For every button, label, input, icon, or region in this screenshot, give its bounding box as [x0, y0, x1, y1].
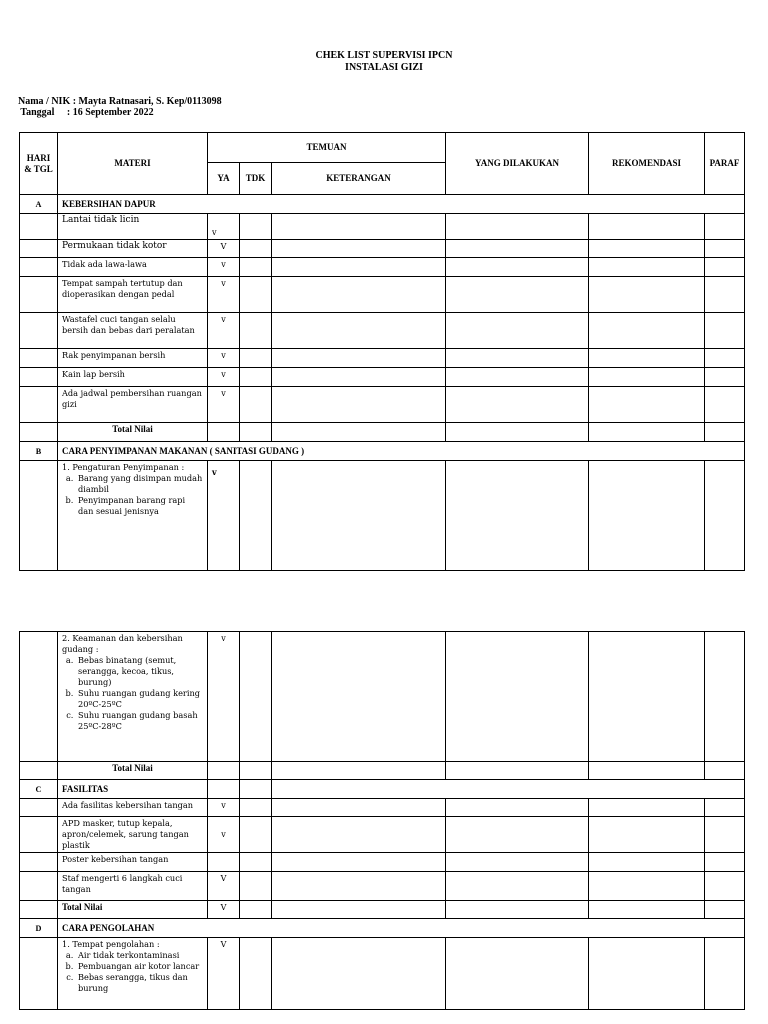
name-nik-line: Nama / NIK : Mayta Ratnasari, S. Kep/0113098	[18, 96, 222, 107]
item-materi	[58, 938, 208, 1010]
table-row	[20, 938, 745, 1010]
col-header-hari: HARI & TGL	[20, 133, 58, 195]
check-mark: v	[208, 349, 240, 368]
check-mark: v	[208, 214, 240, 240]
col-header-rekomendasi: REKOMENDASI	[589, 133, 705, 195]
total-row	[20, 762, 745, 780]
col-header-temuan: TEMUAN	[208, 133, 446, 163]
sub-item: a. Bebas binatang (semut, serangga, kecoa, tikus, burung)	[76, 655, 203, 688]
check-mark: V	[208, 938, 240, 1010]
sub-item: c. Bebas serangga, tikus dan burung	[76, 972, 203, 994]
col-header-tdk: TDK	[240, 163, 272, 195]
item-materi: Rak penyimpanan bersih	[58, 349, 208, 368]
item-materi: Tidak ada lawa-lawa	[58, 258, 208, 277]
check-mark: V	[208, 872, 240, 901]
table-row	[20, 258, 745, 277]
table-row	[20, 240, 745, 258]
item-heading: 1. Pengaturan Penyimpanan :	[62, 462, 185, 472]
section-title-d: CARA PENGOLAHAN	[58, 919, 745, 938]
item-heading: 2. Keamanan dan kebersihan gudang :	[62, 633, 183, 654]
item-materi: Poster kebersihan tangan	[58, 853, 208, 872]
col-header-ya: YA	[208, 163, 240, 195]
total-label: Total Nilai	[58, 762, 208, 780]
col-header-materi: MATERI	[58, 133, 208, 195]
sub-item: a. Air tidak terkontaminasi	[76, 950, 203, 961]
total-row	[20, 901, 745, 919]
check-mark: v	[208, 817, 240, 853]
date-line: Tanggal : 16 September 2022	[18, 107, 154, 118]
check-mark: v	[208, 368, 240, 387]
table-row	[20, 872, 745, 901]
table-row	[20, 368, 745, 387]
item-materi: Ada jadwal pembersihan ruangan gizi	[58, 387, 208, 423]
document-subtitle: INSTALASI GIZI	[345, 62, 423, 73]
check-mark: v	[208, 277, 240, 313]
check-mark: v	[208, 461, 240, 571]
item-materi: Lantai tidak licin	[58, 214, 208, 240]
table-row	[20, 461, 745, 571]
item-materi: Wastafel cuci tangan selalu bersih dan bebas dari peralatan	[58, 313, 208, 349]
section-title-a: KEBERSIHAN DAPUR	[58, 195, 745, 214]
section-letter-c: C	[20, 780, 58, 799]
section-letter-a: A	[20, 195, 58, 214]
item-materi: Tempat sampah tertutup dan dioperasikan dengan pedal	[58, 277, 208, 313]
table-row	[20, 799, 745, 817]
table-row	[20, 632, 745, 762]
item-materi	[58, 632, 208, 762]
section-letter-b: B	[20, 442, 58, 461]
item-materi: Staf mengerti 6 langkah cuci tangan	[58, 872, 208, 901]
document-title: CHEK LIST SUPERVISI IPCN	[315, 50, 453, 61]
section-title-b: CARA PENYIMPANAN MAKANAN ( SANITASI GUDANG )	[58, 442, 745, 461]
table-row	[20, 349, 745, 368]
col-header-paraf: PARAF	[705, 133, 745, 195]
check-mark: v	[208, 313, 240, 349]
section-title-c: FASILITAS	[58, 780, 208, 799]
table-row	[20, 387, 745, 423]
sub-item: a. Barang yang disimpan mudah diambil	[76, 473, 203, 495]
table-row	[20, 817, 745, 853]
sub-item: c. Suhu ruangan gudang basah 25ºC-28ºC	[76, 710, 203, 732]
checklist-table-part1	[19, 132, 745, 571]
total-label: Total Nilai	[58, 423, 208, 442]
check-mark: V	[208, 240, 240, 258]
check-mark: v	[208, 258, 240, 277]
item-heading: 1. Tempat pengolahan :	[62, 939, 160, 949]
table-row	[20, 313, 745, 349]
check-mark: V	[208, 901, 240, 919]
check-mark: v	[208, 632, 240, 762]
sub-item: b. Penyimpanan barang rapi dan sesuai jenisnya	[76, 495, 203, 517]
sub-item: b. Suhu ruangan gudang kering 20ºC-25ºC	[76, 688, 203, 710]
table-row	[20, 277, 745, 313]
item-materi: Permukaan tidak kotor	[58, 240, 208, 258]
section-letter-d: D	[20, 919, 58, 938]
check-mark: v	[208, 799, 240, 817]
checklist-table-part2	[19, 631, 745, 1010]
check-mark	[208, 853, 240, 872]
sub-item: b. Pembuangan air kotor lancar	[76, 961, 203, 972]
item-materi: Ada fasilitas kebersihan tangan	[58, 799, 208, 817]
check-mark: v	[208, 387, 240, 423]
total-row	[20, 423, 745, 442]
item-materi	[58, 461, 208, 571]
total-label: Total Nilai	[58, 901, 208, 919]
table-row	[20, 853, 745, 872]
table-row	[20, 214, 745, 240]
col-header-keterangan: KETERANGAN	[272, 163, 446, 195]
item-materi: APD masker, tutup kepala, apron/celemek, sarung tangan plastik	[58, 817, 208, 853]
col-header-dilakukan: YANG DILAKUKAN	[446, 133, 589, 195]
item-materi: Kain lap bersih	[58, 368, 208, 387]
